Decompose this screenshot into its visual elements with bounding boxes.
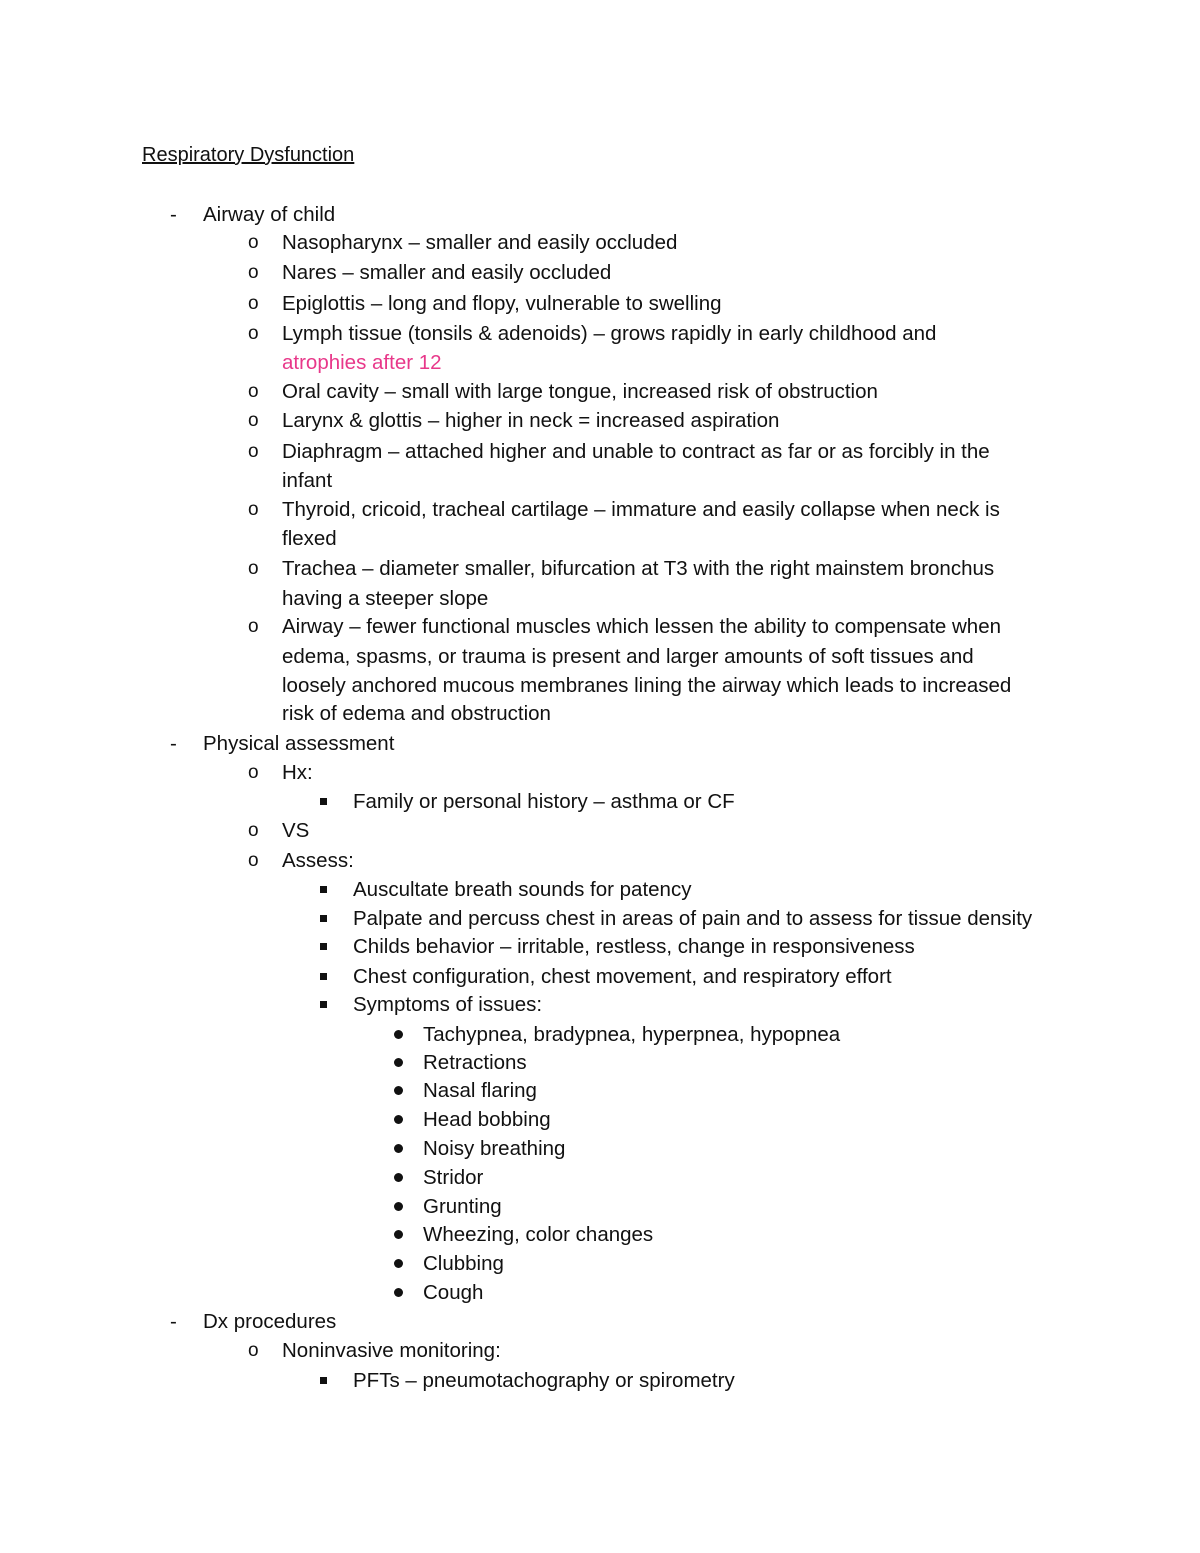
dot-bullet-icon bbox=[394, 1144, 403, 1153]
symptom-item: Grunting bbox=[423, 1195, 502, 1218]
airway-item-continued: infant bbox=[282, 469, 333, 492]
dot-bullet-icon bbox=[394, 1086, 403, 1095]
list-item-level1 bbox=[170, 729, 395, 758]
list-item-level2 bbox=[248, 1336, 501, 1365]
list-item-level3 bbox=[353, 932, 915, 961]
dot-bullet-icon bbox=[394, 1173, 403, 1182]
dot-bullet-icon bbox=[394, 1230, 403, 1239]
circle-bullet-icon: o bbox=[248, 381, 259, 402]
pfts-item: PFTs – pneumotachography or spirometry bbox=[353, 1369, 735, 1392]
hx-item: Family or personal history – asthma or CF bbox=[353, 790, 735, 813]
airway-item: Epiglottis – long and flopy, vulnerable to swelling bbox=[282, 292, 722, 315]
symptom-item: Nasal flaring bbox=[423, 1079, 537, 1102]
list-item-level4 bbox=[423, 1220, 653, 1249]
airway-item: Lymph tissue (tonsils & adenoids) – grows rapidly in early childhood and bbox=[282, 322, 937, 345]
circle-bullet-icon: o bbox=[248, 232, 259, 253]
assess-item: Chest configuration, chest movement, and respiratory effort bbox=[353, 965, 892, 988]
circle-bullet-icon: o bbox=[248, 410, 259, 431]
square-bullet-icon bbox=[320, 886, 327, 893]
assess-item: Symptoms of issues: bbox=[353, 993, 543, 1016]
airway-item: Nasopharynx – smaller and easily occluded bbox=[282, 231, 678, 254]
list-item-continuation bbox=[282, 642, 974, 671]
hx-label: Hx: bbox=[282, 761, 313, 784]
list-item-level2 bbox=[248, 319, 937, 348]
list-item-level2 bbox=[248, 554, 995, 583]
list-item-level2 bbox=[248, 495, 1000, 524]
assess-item: Palpate and percuss chest in areas of pain and to assess for tissue density bbox=[353, 907, 1033, 930]
square-bullet-icon bbox=[320, 1377, 327, 1384]
document-title: Respiratory Dysfunction bbox=[142, 144, 355, 166]
list-item-level4 bbox=[423, 1048, 527, 1077]
list-item-level1 bbox=[170, 1307, 337, 1336]
list-item-continuation bbox=[282, 348, 442, 377]
dot-bullet-icon bbox=[394, 1030, 403, 1039]
dot-bullet-icon bbox=[394, 1288, 403, 1297]
list-item-level4 bbox=[423, 1020, 840, 1049]
symptom-item: Cough bbox=[423, 1281, 484, 1304]
dot-bullet-icon bbox=[394, 1202, 403, 1211]
vs-label: VS bbox=[282, 819, 310, 842]
airway-item: Airway – fewer functional muscles which lessen the ability to compensate when bbox=[282, 615, 1001, 638]
symptom-item: Stridor bbox=[423, 1166, 484, 1189]
symptom-item: Noisy breathing bbox=[423, 1137, 566, 1160]
list-item-level2 bbox=[248, 289, 722, 318]
square-bullet-icon bbox=[320, 973, 327, 980]
section-heading-airway: Airway of child bbox=[203, 203, 336, 226]
dot-bullet-icon bbox=[394, 1115, 403, 1124]
list-item-level3 bbox=[353, 962, 892, 991]
airway-item: Nares – smaller and easily occluded bbox=[282, 261, 612, 284]
list-item-continuation bbox=[282, 671, 1011, 700]
airway-item: Oral cavity – small with large tongue, increased risk of obstruction bbox=[282, 380, 878, 403]
list-item-level3 bbox=[353, 904, 1032, 933]
list-item-level4 bbox=[423, 1076, 537, 1105]
list-item-level4 bbox=[423, 1192, 502, 1221]
dot-bullet-icon bbox=[394, 1058, 403, 1067]
list-item-continuation bbox=[282, 584, 488, 613]
section-heading-physical: Physical assessment bbox=[203, 732, 395, 755]
symptom-item: Retractions bbox=[423, 1051, 527, 1074]
airway-item: Diaphragm – attached higher and unable to contract as far or as forcibly in the bbox=[282, 440, 990, 463]
list-item-level4 bbox=[423, 1134, 565, 1163]
list-item-level2 bbox=[248, 406, 780, 435]
circle-bullet-icon: o bbox=[248, 558, 259, 579]
airway-item-continued: edema, spasms, or trauma is present and larger amounts of soft tissues and bbox=[282, 645, 974, 668]
list-item-level3 bbox=[353, 990, 542, 1019]
airway-item: Thyroid, cricoid, tracheal cartilage – immature and easily collapse when neck is bbox=[282, 498, 1000, 521]
list-item-level2 bbox=[248, 437, 990, 466]
dot-bullet-icon bbox=[394, 1259, 403, 1268]
square-bullet-icon bbox=[320, 798, 327, 805]
list-item-level2 bbox=[248, 377, 878, 406]
list-item-continuation bbox=[282, 699, 551, 728]
circle-bullet-icon: o bbox=[248, 262, 259, 283]
airway-item: Trachea – diameter smaller, bifurcation at T3 with the right mainstem bronchus bbox=[282, 557, 995, 580]
circle-bullet-icon: o bbox=[248, 820, 259, 841]
list-item-level3 bbox=[353, 1366, 735, 1395]
airway-item-continued: loosely anchored mucous membranes lining the airway which leads to increased bbox=[282, 674, 1012, 697]
dash-bullet-icon: - bbox=[170, 732, 177, 755]
symptom-item: Tachypnea, bradypnea, hyperpnea, hypopnea bbox=[423, 1023, 841, 1046]
noninvasive-label: Noninvasive monitoring: bbox=[282, 1339, 501, 1362]
list-item-level4 bbox=[423, 1278, 483, 1307]
circle-bullet-icon: o bbox=[248, 850, 259, 871]
circle-bullet-icon: o bbox=[248, 499, 259, 520]
assess-label: Assess: bbox=[282, 849, 354, 872]
list-item-level2 bbox=[248, 612, 1001, 641]
list-item-level4 bbox=[423, 1105, 551, 1134]
symptom-item: Clubbing bbox=[423, 1252, 504, 1275]
circle-bullet-icon: o bbox=[248, 1340, 259, 1361]
list-item-continuation bbox=[282, 466, 332, 495]
list-item-level2 bbox=[248, 846, 354, 875]
circle-bullet-icon: o bbox=[248, 441, 259, 462]
assess-item: Auscultate breath sounds for patency bbox=[353, 878, 692, 901]
circle-bullet-icon: o bbox=[248, 616, 259, 637]
square-bullet-icon bbox=[320, 915, 327, 922]
symptom-item: Head bobbing bbox=[423, 1108, 551, 1131]
highlighted-text: atrophies after 12 bbox=[282, 351, 442, 374]
circle-bullet-icon: o bbox=[248, 323, 259, 344]
list-item-level2 bbox=[248, 228, 678, 257]
dash-bullet-icon: - bbox=[170, 1310, 177, 1333]
list-item-level3 bbox=[353, 875, 691, 904]
list-item-level4 bbox=[423, 1163, 483, 1192]
square-bullet-icon bbox=[320, 1001, 327, 1008]
dash-bullet-icon: - bbox=[170, 203, 177, 226]
airway-item-continued: risk of edema and obstruction bbox=[282, 702, 551, 725]
list-item-level4 bbox=[423, 1249, 504, 1278]
list-item-level2 bbox=[248, 816, 310, 845]
symptom-item: Wheezing, color changes bbox=[423, 1223, 654, 1246]
assess-item: Childs behavior – irritable, restless, change in responsiveness bbox=[353, 935, 915, 958]
list-item-level1 bbox=[170, 200, 336, 229]
airway-item: Larynx & glottis – higher in neck = increased aspiration bbox=[282, 409, 780, 432]
list-item-level2 bbox=[248, 758, 313, 787]
circle-bullet-icon: o bbox=[248, 762, 259, 783]
square-bullet-icon bbox=[320, 943, 327, 950]
section-heading-dx: Dx procedures bbox=[203, 1310, 337, 1333]
airway-item-continued: having a steeper slope bbox=[282, 587, 489, 610]
list-item-level3 bbox=[353, 787, 735, 816]
list-item-continuation bbox=[282, 524, 337, 553]
airway-item-continued: flexed bbox=[282, 527, 337, 550]
list-item-level2 bbox=[248, 258, 612, 287]
circle-bullet-icon: o bbox=[248, 293, 259, 314]
